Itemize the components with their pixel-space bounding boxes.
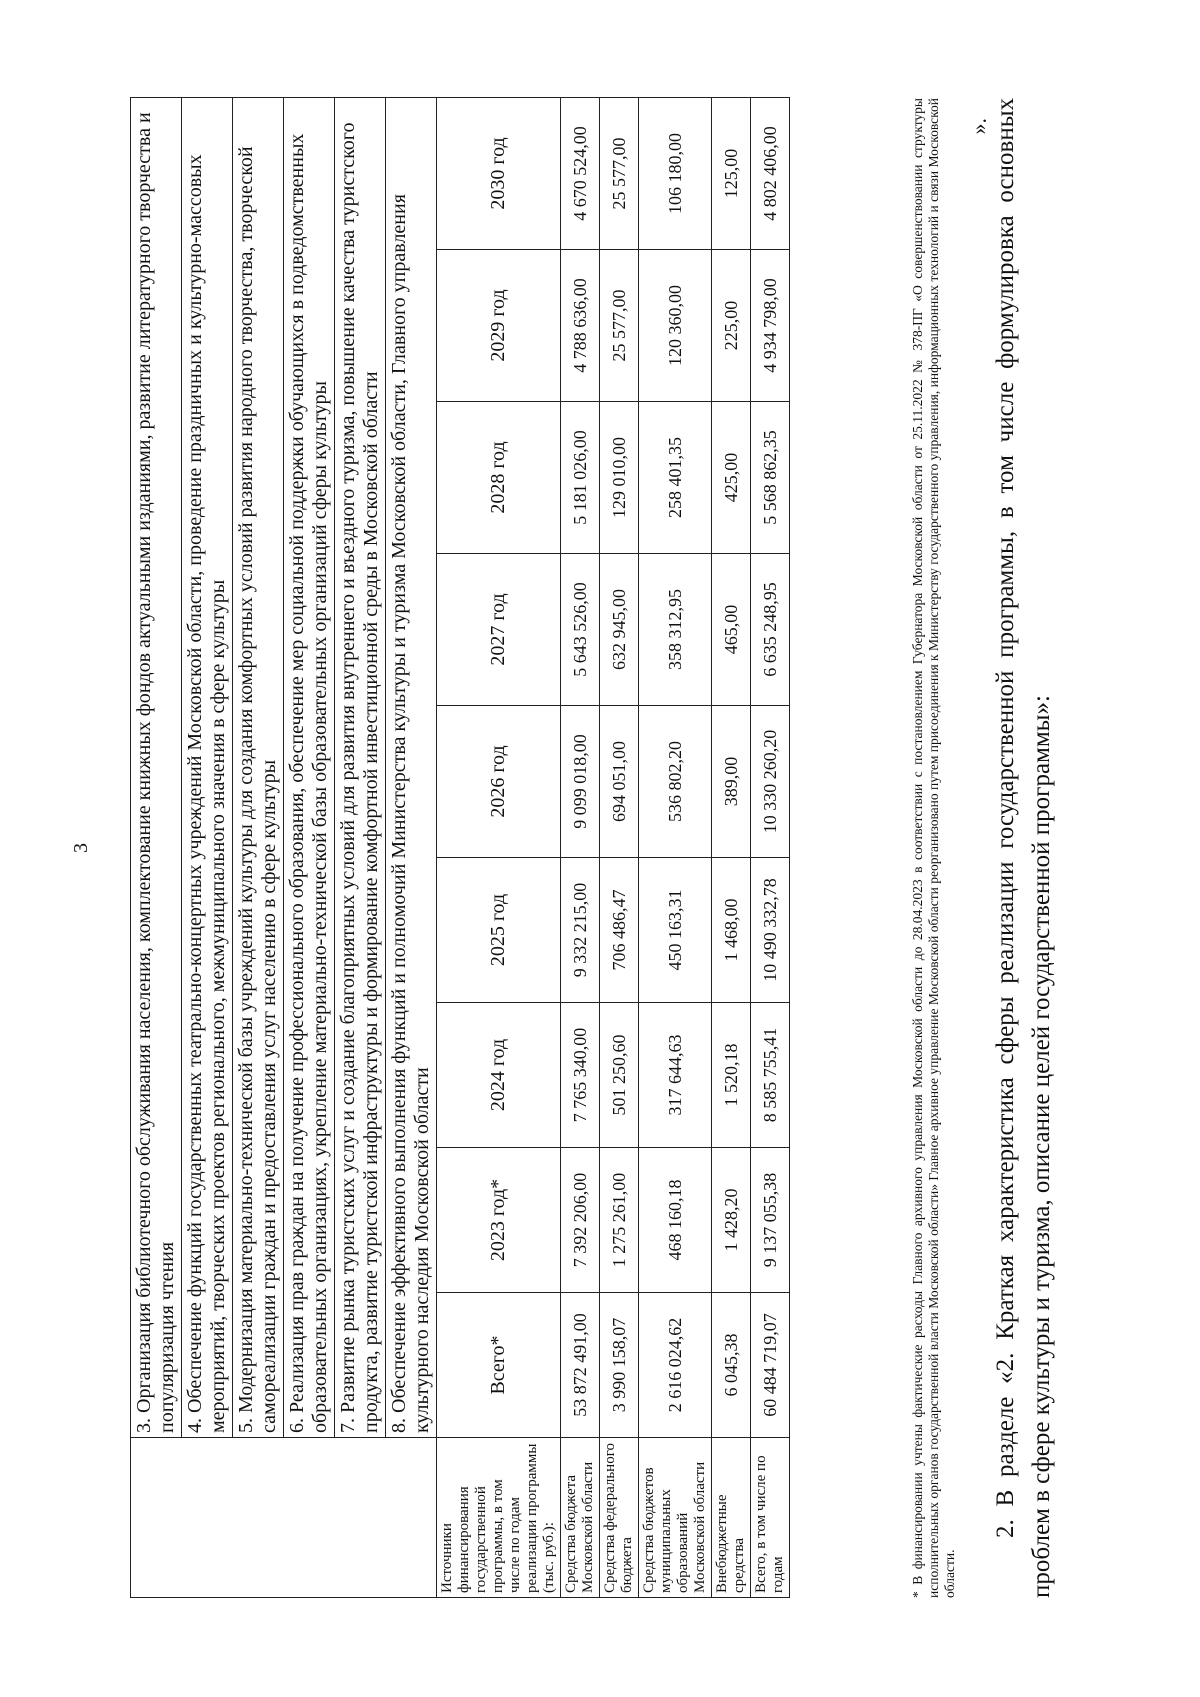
value-cell: 6 045,38	[712, 1293, 751, 1438]
value-cell: 468 160,18	[639, 1148, 712, 1293]
column-header: 2026 год	[437, 706, 561, 858]
value-cell: 8 585 755,41	[751, 1003, 790, 1148]
goal-row	[386, 97, 437, 1597]
value-cell: 5 643 526,00	[561, 554, 600, 706]
value-cell: 389,00	[712, 706, 751, 858]
column-header: 2027 год	[437, 554, 561, 706]
value-cell: 9 137 055,38	[751, 1148, 790, 1293]
column-header: 2023 год*	[437, 1148, 561, 1293]
page-number: 3	[70, 843, 92, 853]
value-cell: 258 401,35	[639, 402, 712, 554]
value-cell: 10 490 332,78	[751, 858, 790, 1003]
finance-row	[561, 97, 600, 1597]
value-cell: 7 392 206,00	[561, 1148, 600, 1293]
value-cell: 6 635 248,95	[751, 554, 790, 706]
value-cell: 129 010,00	[600, 402, 639, 554]
goal-row	[182, 97, 233, 1597]
goal-item: 3. Организация библиотечного обслуживания населения, комплектование книжных фондов актуальными изданиями, развитие литературного творчества и популяризация чтения	[131, 97, 182, 1437]
goal-row	[284, 97, 335, 1597]
value-cell: 425,00	[712, 402, 751, 554]
value-cell: 225,00	[712, 250, 751, 402]
goals-label-cell	[131, 1438, 437, 1598]
value-cell: 4 788 636,00	[561, 250, 600, 402]
column-header: 2030 год	[437, 97, 561, 249]
row-label: Всего, в том числе по годам	[751, 1438, 790, 1598]
value-cell: 1 520,18	[712, 1003, 751, 1148]
goal-item: 7. Развитие рынка туристских услуг и создание благоприятных условий для развития внутреннего и въездного туризма, повышение качества туристского продукта, развитие туристской инфраструктуры и формирование комфортной инвестиционной среды в Московской области	[335, 97, 386, 1437]
footnote: * В финансировании учтены фактические расходы Главного архивного управления Московской области до 28.04.2023 в соответствии с постановлением Губернатора Московской области от 25.11.2022 № 378-ПГ «О совершенствовании структуры исполнительных органов государственной власти Московской области» Главное архивное управление Московской области реорганизовано путем присоединения к Министерству государственного управления, информационных технологий и связи Московской области.	[910, 98, 957, 1598]
value-cell: 60 484 719,07	[751, 1293, 790, 1438]
value-cell: 536 802,20	[639, 706, 712, 858]
row-label: Средства бюджетов муниципальных образований Московской области	[639, 1438, 712, 1598]
value-cell: 1 428,20	[712, 1148, 751, 1293]
finance-total-row	[751, 97, 790, 1597]
value-cell: 450 163,31	[639, 858, 712, 1003]
row-label: Средства федерального бюджета	[600, 1438, 639, 1598]
closing-quote: ».	[966, 118, 991, 135]
finance-header-label: Источники финансирования государственной программы, в том числе по годам реализации программы (тыс. руб.):	[437, 1438, 561, 1598]
goal-item: 8. Обеспечение эффективного выполнения функций и полномочий Министерства культуры и туризма Московской области, Главного управления культурного наследия Московской области	[386, 97, 437, 1437]
finance-row	[600, 97, 639, 1597]
goal-item: 5. Модернизация материально-технической базы учреждений культуры для создания комфортных условий развития народного творчества, творческой самореализации граждан и предоставления услуг населению в сфере культуры	[233, 97, 284, 1437]
value-cell: 358 312,95	[639, 554, 712, 706]
value-cell: 5 568 862,35	[751, 402, 790, 554]
finance-row	[712, 97, 751, 1597]
value-cell: 4 802 406,00	[751, 97, 790, 249]
value-cell: 10 330 260,20	[751, 706, 790, 858]
value-cell: 2 616 024,62	[639, 1293, 712, 1438]
goal-item: 6. Реализация прав граждан на получение профессионального образования, обеспечение мер социальной поддержки обучающихся в подведомственных образовательных организациях, укрепление материально-технической базы образовательных организаций сферы культуры	[284, 97, 335, 1437]
value-cell: 5 181 026,00	[561, 402, 600, 554]
value-cell: 9 332 215,00	[561, 858, 600, 1003]
goal-row	[233, 97, 284, 1597]
value-cell: 1 468,00	[712, 858, 751, 1003]
value-cell: 694 051,00	[600, 706, 639, 858]
program-table	[130, 97, 790, 1598]
column-header: 2025 год	[437, 858, 561, 1003]
rotated-page	[60, 78, 1140, 1618]
value-cell: 317 644,63	[639, 1003, 712, 1148]
value-cell: 706 486,47	[600, 858, 639, 1003]
goal-item: 4. Обеспечение функций государственных театрально-концертных учреждений Московской области, проведение праздничных и культурно-массовых мероприятий, творческих проектов регионального, межмуниципального значения в сфере культуры	[182, 97, 233, 1437]
value-cell: 1 275 261,00	[600, 1148, 639, 1293]
value-cell: 4 670 524,00	[561, 97, 600, 249]
finance-row	[639, 97, 712, 1597]
value-cell: 465,00	[712, 554, 751, 706]
finance-header-row	[437, 97, 561, 1597]
section-paragraph: 2. В разделе «2. Краткая характеристика сферы реализации государственной программы, в том числе формулировка основных проблем в сфере культуры и туризма, описание целей государственной программы»:	[992, 98, 1055, 1598]
value-cell: 632 945,00	[600, 554, 639, 706]
column-header: Всего*	[437, 1293, 561, 1438]
value-cell: 25 577,00	[600, 97, 639, 249]
column-header: 2024 год	[437, 1003, 561, 1148]
row-label: Внебюджетные средства	[712, 1438, 751, 1598]
value-cell: 7 765 340,00	[561, 1003, 600, 1148]
column-header: 2028 год	[437, 402, 561, 554]
goal-row	[335, 97, 386, 1597]
value-cell: 125,00	[712, 97, 751, 249]
value-cell: 501 250,60	[600, 1003, 639, 1148]
value-cell: 120 360,00	[639, 250, 712, 402]
value-cell: 53 872 491,00	[561, 1293, 600, 1438]
value-cell: 3 990 158,07	[600, 1293, 639, 1438]
value-cell: 25 577,00	[600, 250, 639, 402]
row-label: Средства бюджета Московской области	[561, 1438, 600, 1598]
column-header: 2029 год	[437, 250, 561, 402]
value-cell: 9 099 018,00	[561, 706, 600, 858]
value-cell: 4 934 798,00	[751, 250, 790, 402]
value-cell: 106 180,00	[639, 97, 712, 249]
goal-row	[131, 97, 182, 1597]
